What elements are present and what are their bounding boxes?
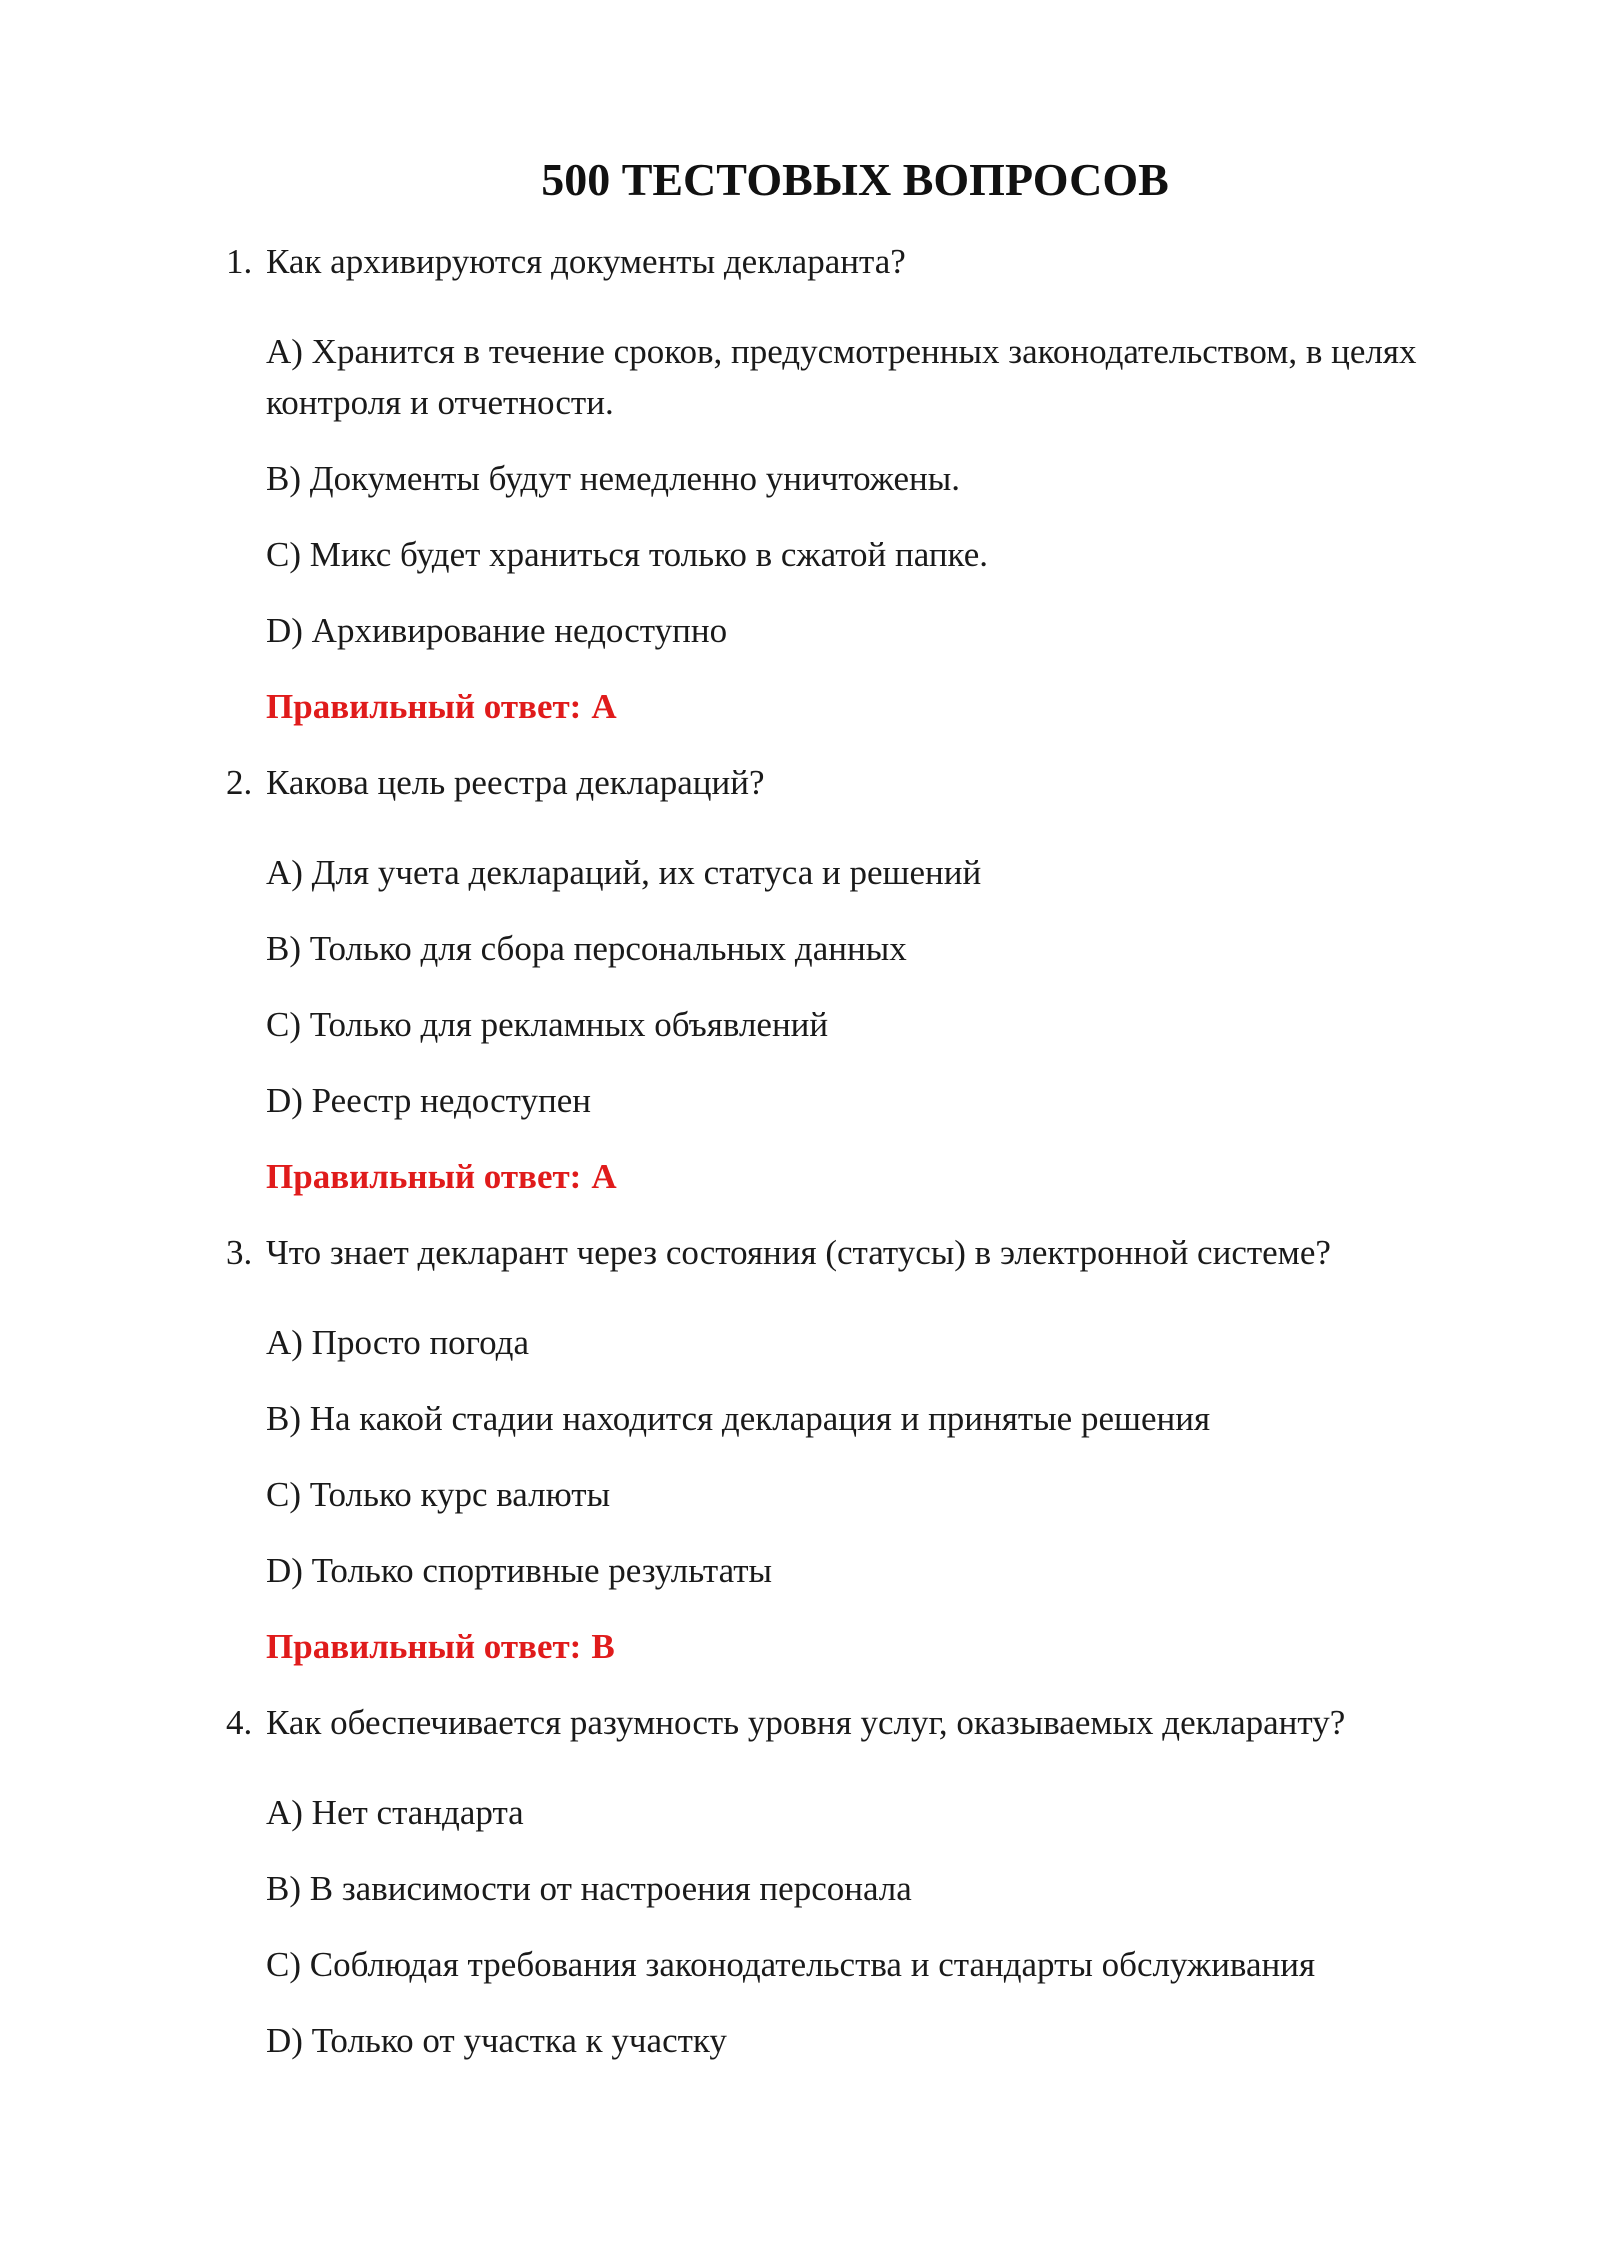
question-body: Что знает декларант через состояния (статусы) в электронной системе? bbox=[266, 1233, 1331, 1272]
question-number: 3. bbox=[226, 1233, 253, 1272]
option-b: B) Документы будут немедленно уничтожены. bbox=[266, 459, 961, 498]
answer-label: Правильный ответ: bbox=[266, 1157, 582, 1196]
correct-answer bbox=[266, 681, 1456, 732]
option-d: D) Реестр недоступен bbox=[266, 1081, 591, 1120]
question-4 bbox=[226, 1697, 1456, 2066]
option-d: D) Только от участка к участку bbox=[266, 2021, 727, 2060]
question-list bbox=[226, 236, 1456, 2091]
option-c: C) Только для рекламных объявлений bbox=[266, 1005, 829, 1044]
option-b: B) В зависимости от настроения персонала bbox=[266, 1869, 912, 1908]
option-c: C) Соблюдая требования законодательства и стандарты обслуживания bbox=[266, 1945, 1316, 1984]
answer-label: Правильный ответ: bbox=[266, 687, 582, 726]
answer-letter: B bbox=[591, 1627, 615, 1666]
option-a: A) Хранится в течение сроков, предусмотренных законодательством, в целях контроля и отчетности. bbox=[266, 332, 1417, 422]
question-text bbox=[226, 1227, 1456, 1279]
question-text bbox=[226, 757, 1456, 809]
option-c: C) Только курс валюты bbox=[266, 1475, 611, 1514]
options-list bbox=[266, 326, 1456, 656]
question-2 bbox=[226, 757, 1456, 1202]
correct-answer bbox=[266, 1621, 1456, 1672]
question-number: 4. bbox=[226, 1703, 253, 1742]
question-body: Как архивируются документы декларанта? bbox=[266, 242, 906, 281]
option-a: A) Просто погода bbox=[266, 1323, 529, 1362]
option-c: C) Микс будет храниться только в сжатой папке. bbox=[266, 535, 988, 574]
question-body: Какова цель реестра деклараций? bbox=[266, 763, 765, 802]
question-number: 1. bbox=[226, 242, 253, 281]
question-text bbox=[226, 236, 1456, 288]
correct-answer bbox=[266, 1151, 1456, 1202]
option-d: D) Архивирование недоступно bbox=[266, 611, 728, 650]
options-list bbox=[266, 847, 1456, 1126]
options-list bbox=[266, 1317, 1456, 1596]
answer-label: Правильный ответ: bbox=[266, 1627, 582, 1666]
answer-letter: A bbox=[591, 687, 617, 726]
option-b: B) На какой стадии находится декларация и принятые решения bbox=[266, 1399, 1211, 1438]
page-title: 500 ТЕСТОВЫХ ВОПРОСОВ bbox=[541, 154, 1169, 205]
option-b: B) Только для сбора персональных данных bbox=[266, 929, 907, 968]
options-list bbox=[266, 1787, 1456, 2066]
question-body: Как обеспечивается разумность уровня услуг, оказываемых декларанту? bbox=[266, 1703, 1346, 1742]
question-1 bbox=[226, 236, 1456, 732]
option-a: A) Нет стандарта bbox=[266, 1793, 524, 1832]
question-3 bbox=[226, 1227, 1456, 1672]
option-a: A) Для учета деклараций, их статуса и решений bbox=[266, 853, 982, 892]
question-number: 2. bbox=[226, 763, 253, 802]
answer-letter: A bbox=[591, 1157, 617, 1196]
question-text bbox=[226, 1697, 1456, 1749]
option-d: D) Только спортивные результаты bbox=[266, 1551, 773, 1590]
